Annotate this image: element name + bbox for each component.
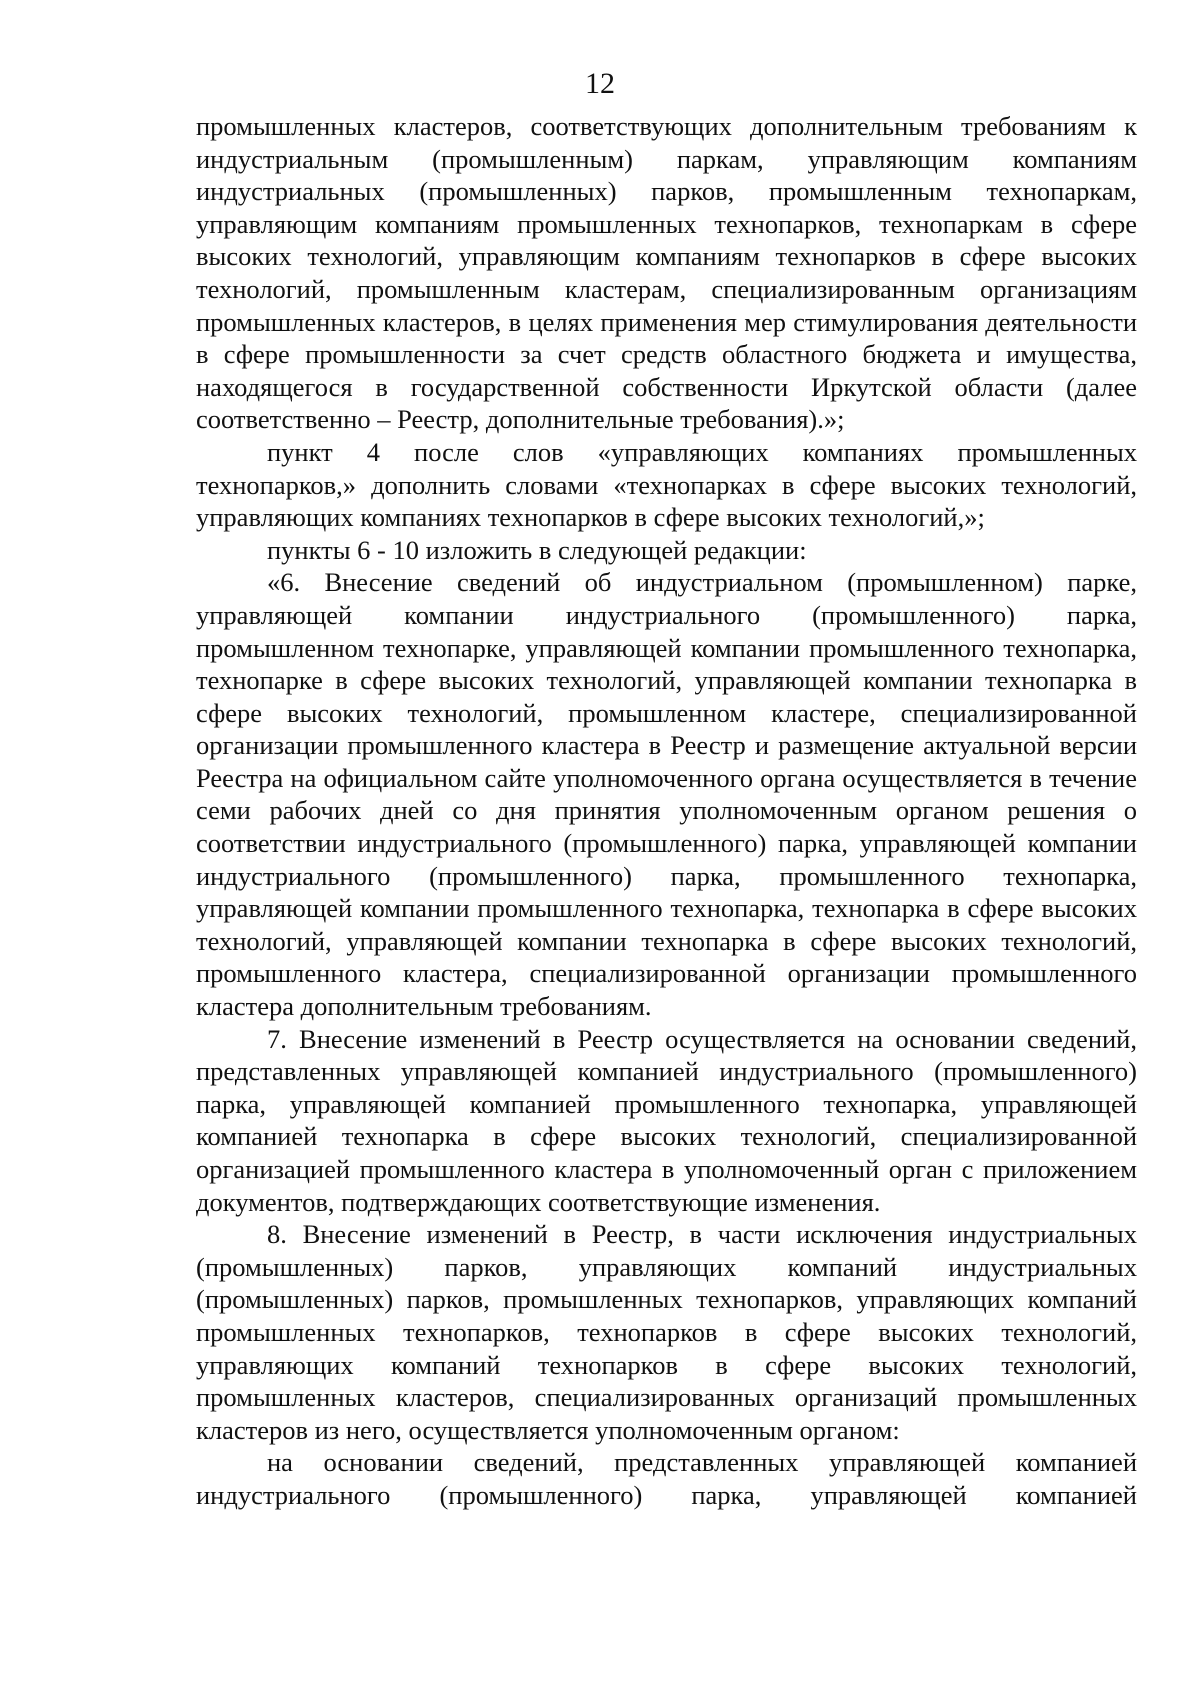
paragraph-continuation: промышленных кластеров, соответствующих дополнительным требованиям к индустриальным (промышленным) паркам, управляющим компаниям индустриальных (промышленных) парков, промышленным технопаркам, управляющим компаниям промышленных технопарков, технопаркам в сфере высоких технологий, управляющим компаниям технопарков в сфере высоких технологий, промышленным кластерам, специализированным организациям промышленных кластеров, в целях применения мер стимулирования деятельности в сфере промышленности за счет средств областного бюджета и имущества, находящегося в государственной собственности Иркутской области (далее соответственно – Реестр, дополнительные требования).»; — [196, 111, 1137, 435]
paragraph-points-6-10-intro: пункты 6 - 10 изложить в следующей редакции: — [267, 534, 807, 565]
paragraph-point-6: «6. Внесение сведений об индустриальном (промышленном) парке, управляющей компании индустриального (промышленного) парка, промышленном технопарке, управляющей компании промышленного технопарка, технопарке в сфере высоких технологий, управляющей компании технопарка в сфере высоких технологий, промышленном кластере, специализированной организации промышленного кластера в Реестр и размещение актуальной версии Реестра на официальном сайте уполномоченного органа осуществляется в течение семи рабочих дней со дня принятия уполномоченным органом решения о соответствии индустриального (промышленного) парка, управляющей компании индустриального (промышленного) парка, промышленного технопарка, управляющей компании промышленного технопарка, технопарка в сфере высоких технологий, управляющей компании технопарка в сфере высоких технологий, промышленного кластера, специализированной организации промышленного кластера дополнительным требованиям. — [196, 567, 1137, 1022]
document-body — [196, 110, 1137, 1512]
paragraph-point-4-amendment: пункт 4 после слов «управляющих компаниях промышленных технопарков,» дополнить словами «технопарках в сфере высоких технологий, управляющих компаниях технопарков в сфере высоких технологий,»; — [196, 436, 1137, 533]
paragraph-point-7: 7. Внесение изменений в Реестр осуществляется на основании сведений, представленных управляющей компанией индустриального (промышленного) парка, управляющей компанией промышленного технопарка, управляющей компанией технопарка в сфере высоких технологий, специализированной организацией промышленного кластера в уполномоченный орган с приложением документов, подтверждающих соответствующие изменения. — [196, 1023, 1137, 1217]
paragraph-point-8-basis: на основании сведений, представленных управляющей компанией индустриального (промышленного) парка, управляющей компанией — [196, 1447, 1137, 1510]
page-number: 12 — [585, 67, 615, 100]
paragraph-point-8: 8. Внесение изменений в Реестр, в части исключения индустриальных (промышленных) парков, управляющих компаний индустриальных (промышленных) парков, промышленных технопарков, управляющих компаний промышленных технопарков, технопарков в сфере высоких технологий, управляющих компаний технопарков в сфере высоких технологий, промышленных кластеров, специализированных организаций промышленных кластеров из него, осуществляется уполномоченным органом: — [196, 1219, 1137, 1445]
